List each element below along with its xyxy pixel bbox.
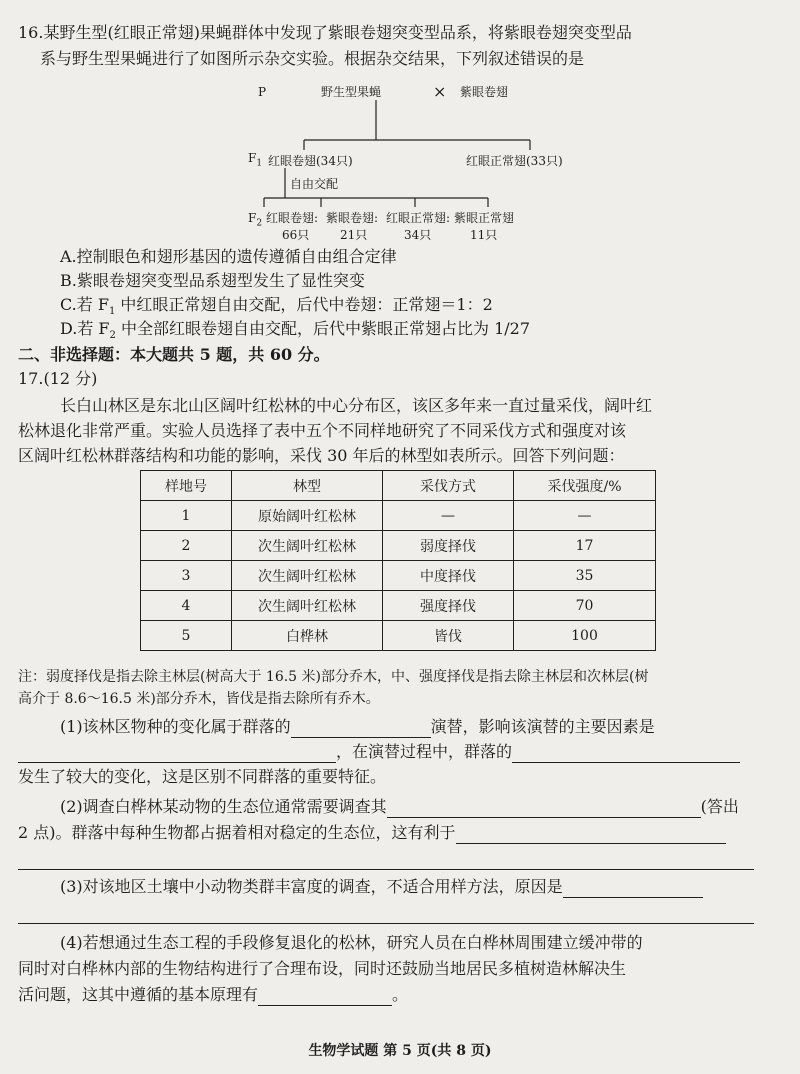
q17-part4-line2: 同时对白桦林内部的生物结构进行了合理布设，同时还鼓励当地居民多植树造林解决生 bbox=[18, 959, 627, 978]
q16-stem-line1: 16.某野生型(红眼正常翅)果蝇群体中发现了紫眼卷翅突变型品系，将紫眼卷翅突变型品 bbox=[18, 23, 632, 42]
q17-part4-line1: (4)若想通过生态工程的手段修复退化的松林，研究人员在白桦林周围建立缓冲带的 bbox=[60, 933, 643, 952]
table-note-line2: 高介于 8.6～16.5 米)部分乔木，皆伐是指去除所有乔木。 bbox=[18, 691, 380, 707]
f1-child1: 红眼卷翅(34只) bbox=[268, 154, 353, 168]
page-footer: 生物学试题 第 5 页(共 8 页) bbox=[308, 1043, 492, 1059]
q16-stem-line2: 系与野生型果蝇进行了如图所示杂交实验。根据杂交结果，下列叙述错误的是 bbox=[40, 49, 585, 68]
cross-symbol: × bbox=[433, 82, 447, 101]
table-header: 样地号 bbox=[141, 471, 232, 501]
f2-type-1: 红眼卷翅: bbox=[266, 211, 319, 225]
answer-blank[interactable] bbox=[291, 721, 431, 738]
table-cell: 白桦林 bbox=[232, 621, 383, 651]
answer-blank[interactable] bbox=[18, 853, 754, 870]
table-cell: 5 bbox=[141, 621, 232, 651]
table-cell: 3 bbox=[141, 561, 232, 591]
table-cell: 70 bbox=[514, 591, 656, 621]
table-note-line1: 注：弱度择伐是指去除主林层(树高大于 16.5 米)部分乔木，中、强度择伐是指去除主林层和次林层(树 bbox=[18, 669, 649, 685]
table-cell: 次生阔叶红松林 bbox=[232, 591, 383, 621]
p-parent1: 野生型果蝇 bbox=[321, 85, 382, 99]
table-cell: 弱度择伐 bbox=[383, 531, 514, 561]
table-cell: 原始阔叶红松林 bbox=[232, 501, 383, 531]
table-row bbox=[141, 591, 656, 621]
table-cell: 次生阔叶红松林 bbox=[232, 531, 383, 561]
table-cell: 100 bbox=[514, 621, 656, 651]
option-c: C.若 $F_1$ 中红眼正常翅自由交配，后代中卷翅：正常翅＝1：2 bbox=[60, 295, 493, 318]
table-row bbox=[141, 531, 656, 561]
q17-part2-line1: (2)调查白桦林某动物的生态位通常需要调查其 (答出 bbox=[60, 797, 739, 816]
table-cell: 中度择伐 bbox=[383, 561, 514, 591]
f2-count-3: 34只 bbox=[404, 228, 432, 242]
f2-count-4: 11只 bbox=[470, 228, 498, 242]
table-cell: 次生阔叶红松林 bbox=[232, 561, 383, 591]
q17-intro-line2: 松林退化非常严重。实验人员选择了表中五个不同样地研究了不同采伐方式和强度对该 bbox=[18, 421, 627, 440]
forest-table bbox=[140, 470, 656, 651]
answer-blank[interactable] bbox=[563, 881, 703, 898]
option-d: D.若 $F_2$ 中全部红眼卷翅自由交配，后代中紫眼正常翅占比为 1/27 bbox=[60, 319, 531, 342]
answer-blank[interactable] bbox=[512, 746, 740, 763]
table-row bbox=[141, 561, 656, 591]
f2-label: $F_2$ bbox=[248, 211, 263, 229]
table-row bbox=[141, 501, 656, 531]
table-cell: — bbox=[514, 501, 656, 531]
q17-intro-line1: 长白山林区是东北山区阔叶红松林的中心分布区，该区多年来一直过量采伐，阔叶红 bbox=[60, 396, 653, 415]
table-cell: 强度择伐 bbox=[383, 591, 514, 621]
table-header-row bbox=[141, 471, 656, 501]
f2-type-4: 紫眼正常翅 bbox=[454, 211, 515, 225]
q17-part3-line1: (3)对该地区土壤中小动物类群丰富度的调查，不适合用样方法，原因是 bbox=[60, 876, 703, 898]
f2-count-2: 21只 bbox=[340, 228, 368, 242]
answer-blank[interactable] bbox=[387, 801, 701, 818]
section-title: 二、非选择题：本大题共 5 题，共 60 分。 bbox=[18, 345, 330, 364]
table-cell: 17 bbox=[514, 531, 656, 561]
q17-part2-line3 bbox=[18, 848, 754, 870]
q17-part1-line1: (1)该林区物种的变化属于群落的 演替，影响该演替的主要因素是 bbox=[60, 717, 655, 736]
table-cell: 35 bbox=[514, 561, 656, 591]
f1-child2: 红眼正常翅(33只) bbox=[466, 154, 563, 168]
table-header: 采伐强度/% bbox=[514, 471, 656, 501]
p-label: P bbox=[258, 85, 267, 99]
table-cell: 2 bbox=[141, 531, 232, 561]
p-parent2: 紫眼卷翅 bbox=[460, 85, 509, 99]
option-b: B.紫眼卷翅突变型品系翅型发生了显性突变 bbox=[60, 271, 365, 290]
f2-type-3: 红眼正常翅: bbox=[386, 211, 451, 225]
answer-blank[interactable] bbox=[18, 907, 754, 924]
cross-diagram-lines bbox=[0, 0, 800, 240]
answer-blank[interactable] bbox=[456, 827, 726, 844]
table-header: 林型 bbox=[232, 471, 383, 501]
table-row bbox=[141, 621, 656, 651]
q17-part1-line2: ，在演替过程中，群落的 bbox=[18, 741, 740, 763]
q17-header: 17.(12 分) bbox=[18, 369, 98, 388]
q17-part4-line3: 活问题，这其中遵循的基本原理有 。 bbox=[18, 985, 409, 1004]
table-cell: 皆伐 bbox=[383, 621, 514, 651]
table-cell: 1 bbox=[141, 501, 232, 531]
q17-intro-line3: 区阔叶红松林群落结构和功能的影响，采伐 30 年后的林型如表所示。回答下列问题： bbox=[18, 446, 625, 465]
f2-count-1: 66只 bbox=[282, 228, 310, 242]
answer-blank[interactable] bbox=[18, 746, 336, 763]
table-header: 采伐方式 bbox=[383, 471, 514, 501]
q17-part1-line3: 发生了较大的变化，这是区别不同群落的重要特征。 bbox=[18, 767, 387, 786]
f2-type-2: 紫眼卷翅: bbox=[326, 211, 379, 225]
answer-blank[interactable] bbox=[258, 989, 392, 1006]
q17-part3-line2 bbox=[18, 902, 754, 924]
q17-part2-line2: 2 点)。群落中每种生物都占据着相对稳定的生态位，这有利于 bbox=[18, 822, 726, 844]
f1-label: $F_1$ bbox=[248, 151, 263, 169]
table-cell: 4 bbox=[141, 591, 232, 621]
table-cell: — bbox=[383, 501, 514, 531]
selfing-label: 自由交配 bbox=[290, 177, 339, 191]
option-a: A.控制眼色和翅形基因的遗传遵循自由组合定律 bbox=[60, 247, 397, 266]
